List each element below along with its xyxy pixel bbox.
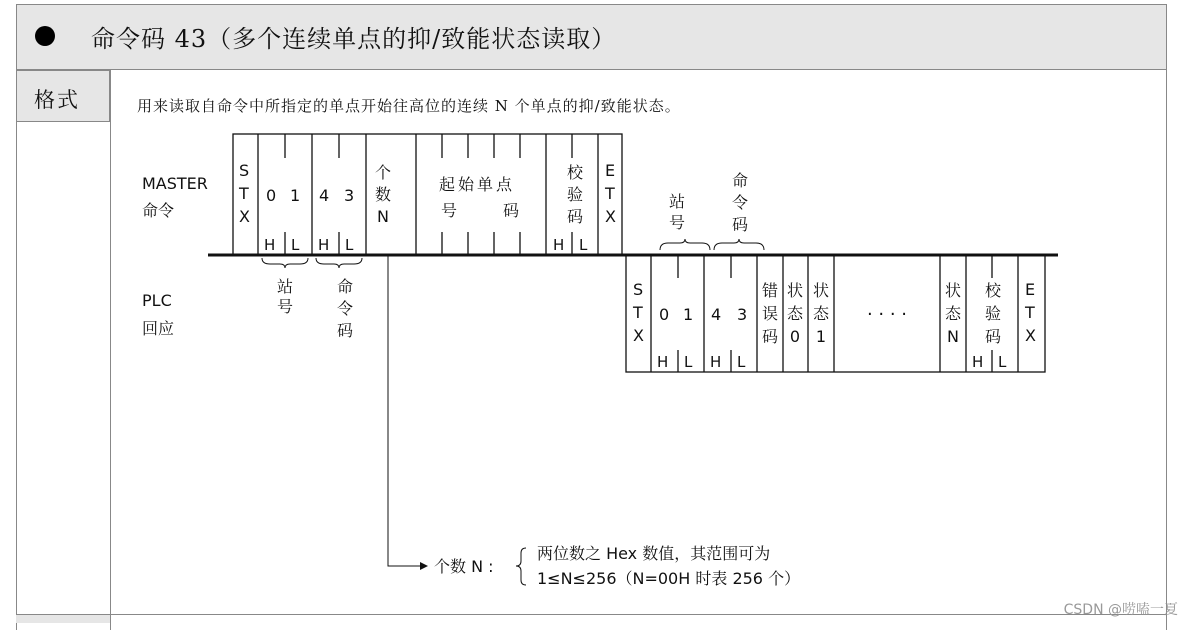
above-station-2: 号	[668, 213, 686, 232]
plc-etx-e: E	[1025, 280, 1036, 299]
plc-label-cn: 回应	[142, 319, 175, 338]
master-count-1: 个	[374, 163, 392, 182]
master-count-n: N	[377, 207, 389, 226]
master-stx-s: S	[239, 161, 250, 180]
plc-status0-1: 状	[786, 281, 804, 300]
note-label: 个数 N :	[434, 557, 494, 576]
master-check-1: 校	[566, 163, 584, 182]
plc-statusn-1: 状	[944, 281, 962, 300]
plc-check-3: 码	[984, 327, 1002, 346]
master-station-l: L	[291, 236, 300, 254]
station-brace	[262, 258, 308, 268]
below-cmd-1: 命	[336, 277, 354, 296]
plc-etx-x: X	[1025, 326, 1036, 345]
plc-cmd-h: H	[710, 353, 722, 371]
above-cmd-1: 命	[731, 171, 749, 190]
master-cmd-l: L	[345, 236, 354, 254]
master-cmd-4: 4	[319, 186, 330, 205]
above-cmd-2: 令	[731, 193, 749, 212]
plc-etx-t: T	[1025, 303, 1035, 322]
plc-ellipsis: · · · ·	[866, 304, 908, 325]
note-brace	[516, 548, 526, 585]
master-station-h: H	[264, 236, 276, 254]
cmd-brace	[316, 258, 362, 268]
below-cmd-3: 码	[336, 321, 354, 340]
note-line1: 两位数之 Hex 数值，其范围可为	[537, 544, 771, 563]
above-station-1: 站	[668, 192, 686, 211]
plc-status0-3: 0	[789, 327, 801, 346]
plc-error-2: 误	[761, 304, 779, 323]
format-label: 格式	[34, 88, 80, 112]
plc-cmd-4: 4	[711, 305, 722, 324]
master-start-point: 起始单点	[439, 175, 516, 194]
master-cmd-3: 3	[344, 186, 355, 205]
below-cmd-2: 令	[336, 299, 354, 318]
plc-check-2: 验	[984, 304, 1002, 323]
plc-error-1: 错	[761, 281, 779, 300]
master-cmd-h: H	[318, 236, 330, 254]
plc-stx-s: S	[633, 280, 644, 299]
plc-check-1: 校	[984, 281, 1002, 300]
plc-check-l: L	[998, 353, 1007, 371]
watermark: CSDN @唠嗑一夏	[1063, 602, 1178, 618]
plc-statusn-2: 态	[944, 304, 962, 323]
master-label: MASTER	[142, 174, 208, 193]
plc-stx-t: T	[633, 303, 643, 322]
master-etx-t: T	[605, 184, 615, 203]
master-etx-e: E	[605, 161, 616, 180]
plc-label: PLC	[142, 291, 172, 310]
master-check-h: H	[553, 236, 565, 254]
plc-station-h: H	[657, 353, 669, 371]
plc-status1-1: 状	[812, 281, 830, 300]
master-label-cn: 命令	[142, 201, 175, 220]
plc-stx-x: X	[633, 326, 644, 345]
master-station-1: 1	[290, 186, 301, 205]
plc-cmd-brace	[714, 239, 764, 250]
above-cmd-3: 码	[731, 215, 749, 234]
master-stx-x: X	[239, 207, 250, 226]
page-title: 命令码 43（多个连续单点的抑/致能状态读取）	[91, 25, 617, 53]
plc-statusn-3: N	[947, 327, 959, 346]
format-description: 用来读取自命令中所指定的单点开始往高位的连续 N 个单点的抑/致能状态。	[137, 97, 681, 115]
master-start-hao: 号	[441, 201, 458, 220]
plc-cmd-3: 3	[737, 305, 748, 324]
plc-status0-2: 态	[786, 304, 804, 323]
master-count-2: 数	[374, 185, 392, 204]
plc-status1-2: 态	[812, 304, 830, 323]
note-connector-line	[388, 255, 420, 566]
plc-station-brace	[660, 239, 710, 250]
plc-station-1: 1	[683, 305, 694, 324]
note-line2: 1≤N≤256（N=00H 时表 256 个）	[537, 569, 801, 588]
plc-error-3: 码	[761, 327, 779, 346]
plc-check-h: H	[972, 353, 984, 371]
master-check-l: L	[579, 236, 588, 254]
below-station-2: 号	[276, 297, 294, 316]
plc-status1-3: 1	[815, 327, 827, 346]
below-station-1: 站	[276, 277, 294, 296]
master-etx-x: X	[605, 207, 616, 226]
master-stx-t: T	[239, 184, 249, 203]
master-start-ma: 码	[503, 201, 520, 220]
plc-station-l: L	[684, 353, 693, 371]
plc-cmd-l: L	[737, 353, 746, 371]
master-check-3: 码	[566, 207, 584, 226]
arrow-right-icon	[420, 562, 428, 570]
plc-station-0: 0	[659, 305, 670, 324]
master-check-2: 验	[566, 185, 584, 204]
master-station-0: 0	[266, 186, 277, 205]
